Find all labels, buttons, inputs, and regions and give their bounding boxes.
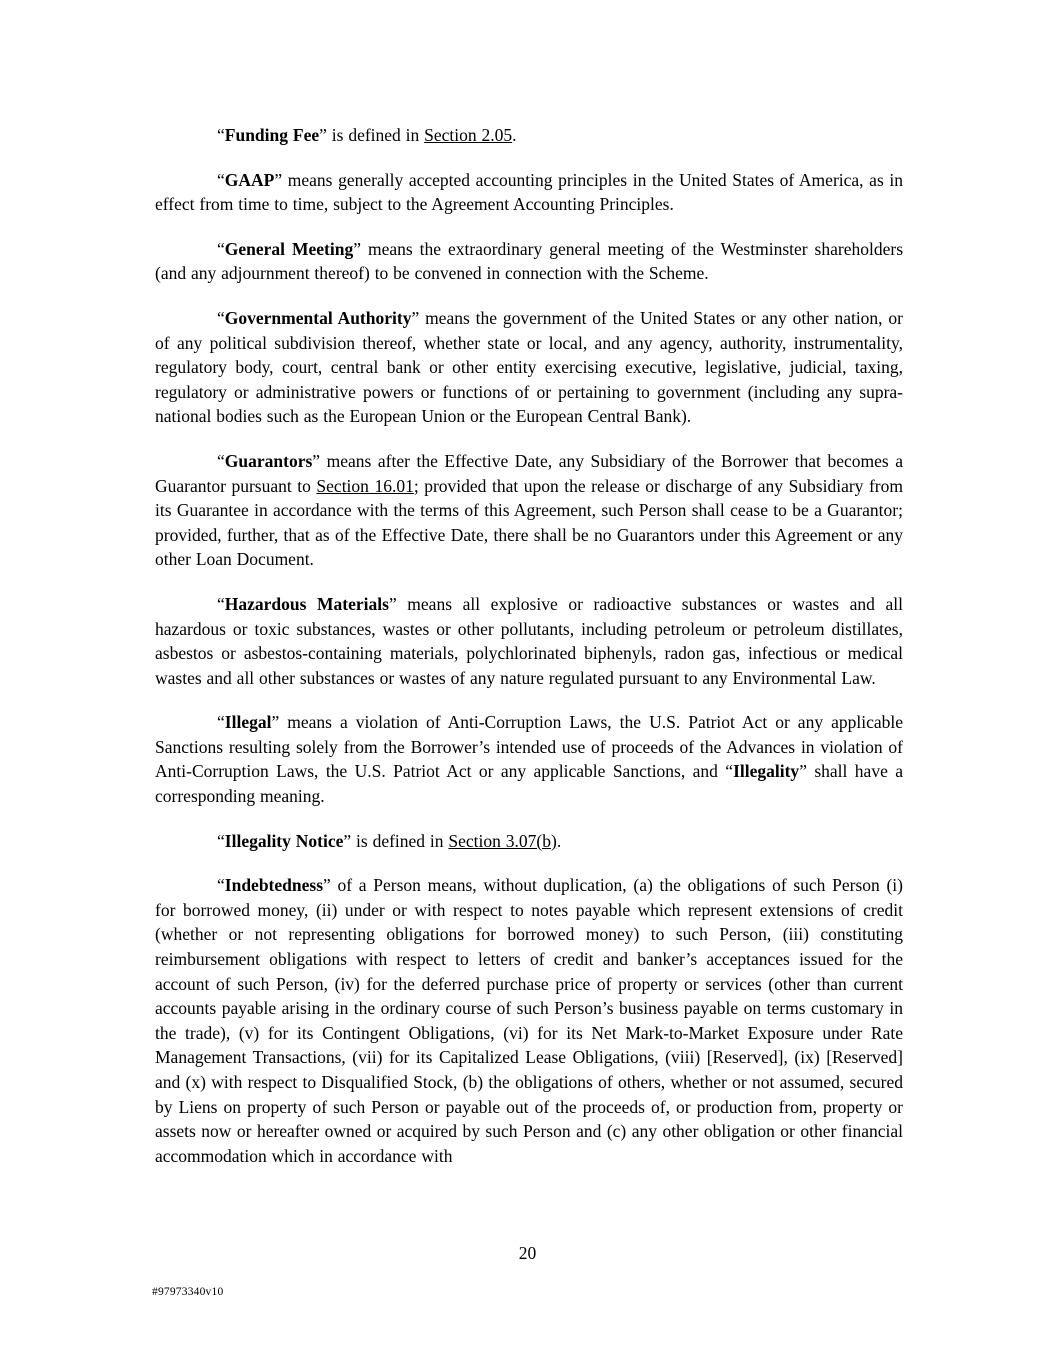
text-run: ” means the extraordinary general meeting of the Westminster shareholders (and any adjournment thereof) to be convened in connection with the Scheme. [155, 238, 904, 284]
page-number: 20 [518, 1243, 537, 1263]
text-run: ” means after the Effective Date, any Subsidiary of the Borrower that becomes a Guarantor pursuant to [155, 450, 903, 496]
defined-term: Governmental Authority [224, 307, 412, 328]
paragraph [155, 592, 903, 690]
document-content [155, 123, 903, 1188]
section-reference: Section 16.01 [316, 475, 414, 496]
text-run: . [556, 830, 562, 851]
text-run: “ [217, 169, 225, 190]
text-run: “ [217, 450, 225, 471]
text-run: ” means a violation of Anti-Corruption Laws, the U.S. Patriot Act or any applicable Sanctions resulting solely from the Borrower’s intended use of proceeds of the Advances in violation of Anti-Corruption Laws, the U.S. Patriot Act or any applicable Sanctions, and “ [155, 712, 903, 782]
section-reference: Section 3.07(b) [448, 830, 557, 851]
paragraph [155, 829, 903, 854]
defined-term: Illegal [224, 712, 272, 733]
text-run: ” shall have a corresponding meaning. [155, 761, 904, 807]
defined-term: General Meeting [224, 238, 354, 259]
text-run: ” is defined in [319, 125, 425, 145]
paragraph [155, 710, 903, 808]
text-run: ; provided that upon the release or discharge of any Subsidiary from its Guarantee in accordance with the terms of this Agreement, such Person shall cease to be a Guarantor; provided, further, that as of the Effective Date, there shall be no Guarantors under this Agreement or any other Loan Document. [155, 475, 903, 570]
text-run: “ [217, 593, 225, 614]
text-run: ” means all explosive or radioactive substances or wastes and all hazardous or toxic substances, wastes or other pollutants, including petroleum or petroleum distillates, asbestos or asbestos-containing materials, polychlorinated biphenyls, radon gas, infectious or medical wastes and all other substances or wastes of any nature regulated pursuant to any Environmental Law. [155, 593, 903, 688]
section-reference: Section 2.05 [424, 125, 513, 145]
paragraph [155, 168, 903, 217]
paragraph [155, 306, 903, 429]
text-run: “ [217, 125, 225, 145]
text-run: ” means the government of the United States or any other nation, or of any political subdivision thereof, whether state or local, and any agency, authority, instrumentality, regulatory body, court, central bank or other entity exercising executive, legislative, judicial, taxing, regulatory or administrative powers or functions of or pertaining to government (including any supra-national bodies such as the European Union or the European Central Bank). [155, 307, 903, 427]
defined-term: Illegality Notice [224, 830, 344, 851]
text-run: ” of a Person means, without duplication, (a) the obligations of such Person (i) for borrowed money, (ii) under or with respect to notes payable which represent extensions of credit (whether or not representing obligations for borrowed money) to such Person, (iii) constituting reimbursement obligations with respect to letters of credit and banker’s acceptances issued for the account of such Person, (iv) for the deferred purchase price of property or services (other than current accounts payable arising in the ordinary course of such Person’s business payable on terms customary in the trade), (v) for its Contingent Obligations, (vi) for its Net Mark-to-Market Exposure under Rate Management Transactions, (vii) for its Capitalized Lease Obligations, (viii) [Reserved], (ix) [Reserved] and (x) with respect to Disqualified Stock, (b) the obligations of others, whether or not assumed, secured by Liens on property of such Person or payable out of the proceeds of, or production from, property or assets now or hereafter owned or acquired by such Person and (c) any other obligation or other financial accommodation which in accordance with [155, 875, 903, 1166]
defined-term: Guarantors [224, 450, 313, 471]
text-run: ” is defined in [343, 830, 449, 851]
paragraph [155, 873, 903, 1168]
defined-term: GAAP [224, 169, 275, 190]
paragraph [155, 237, 903, 286]
text-run: ” means generally accepted accounting principles in the United States of America, as in effect from time to time, subject to the Agreement Accounting Principles. [155, 169, 903, 215]
defined-term: Hazardous Materials [224, 593, 389, 614]
text-run: . [512, 125, 517, 145]
defined-term: Funding Fee [224, 125, 320, 145]
text-run: “ [217, 712, 225, 733]
defined-term: Illegality [733, 761, 800, 782]
defined-term: Indebtedness [224, 875, 324, 896]
paragraph [155, 449, 903, 572]
text-run: “ [217, 238, 225, 259]
paragraph [155, 123, 903, 148]
document-id-footer: #97973340v10 [152, 1286, 224, 1298]
text-run: “ [217, 307, 225, 328]
text-run: “ [217, 830, 225, 851]
text-run: “ [217, 875, 225, 896]
